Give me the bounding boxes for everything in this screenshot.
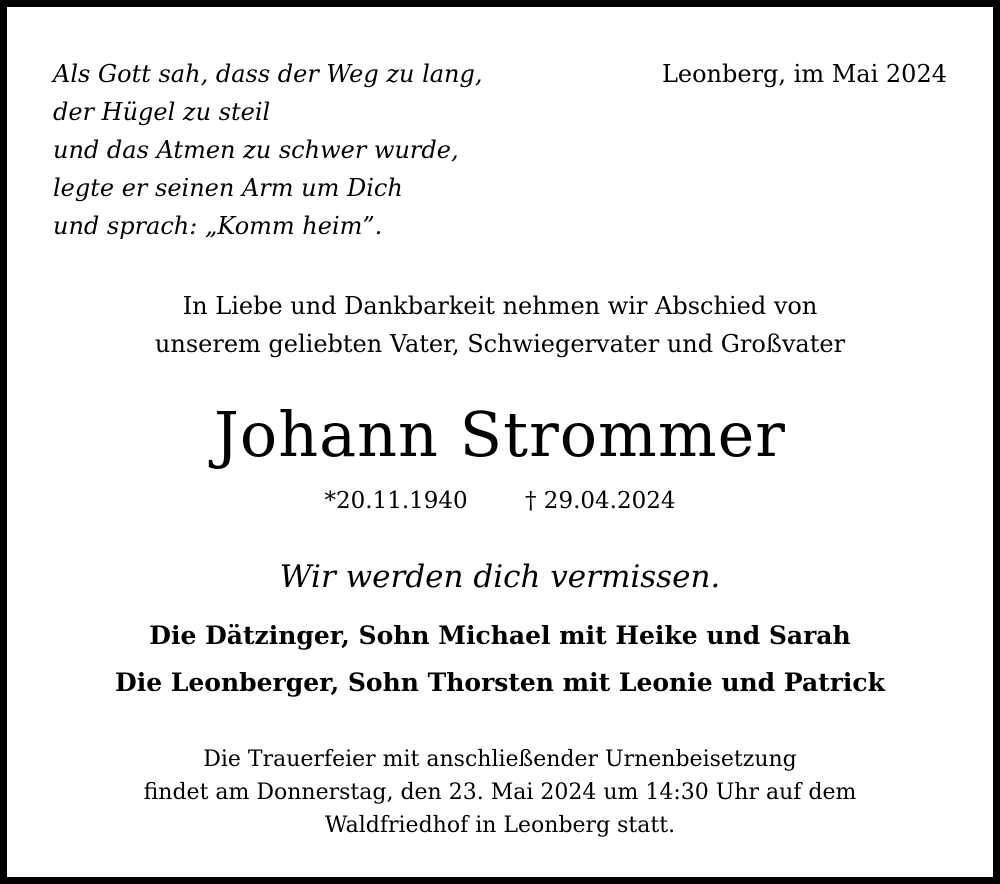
- life-dates: [7, 484, 993, 518]
- funeral-service-info: [7, 743, 993, 842]
- farewell-line: Wir werden dich vermissen.: [279, 559, 721, 595]
- intro-line: unserem geliebten Vater, Schwiegervater und Großvater: [154, 330, 846, 358]
- poem-line: der Hügel zu steil: [53, 98, 271, 126]
- service-line: Waldfriedhof in Leonberg statt.: [324, 813, 676, 838]
- poem-line: und sprach: „Komm heim”.: [53, 212, 383, 240]
- service-line: Die Trauerfeier mit anschließender Urnenbeisetzung: [203, 747, 797, 772]
- poem-line: legte er seinen Arm um Dich: [53, 174, 403, 202]
- poem-line: und das Atmen zu schwer wurde,: [53, 136, 459, 164]
- death-date: † 29.04.2024: [525, 488, 676, 514]
- birth-date: *20.11.1940: [324, 488, 468, 514]
- service-line: findet am Donnerstag, den 23. Mai 2024 um 14:30 Uhr auf dem: [143, 780, 857, 805]
- intro-text: [7, 287, 993, 363]
- place-and-date: Leonberg, im Mai 2024: [661, 60, 947, 88]
- intro-line: In Liebe und Dankbarkeit nehmen wir Abschied von: [182, 292, 818, 320]
- family-line: Die Dätzinger, Sohn Michael mit Heike und Sarah: [149, 621, 851, 650]
- family-line: Die Leonberger, Sohn Thorsten mit Leonie und Patrick: [115, 668, 885, 697]
- deceased-name: Johann Strommer: [214, 398, 786, 471]
- poem: [53, 55, 483, 245]
- poem-line: Als Gott sah, dass der Weg zu lang,: [53, 60, 483, 88]
